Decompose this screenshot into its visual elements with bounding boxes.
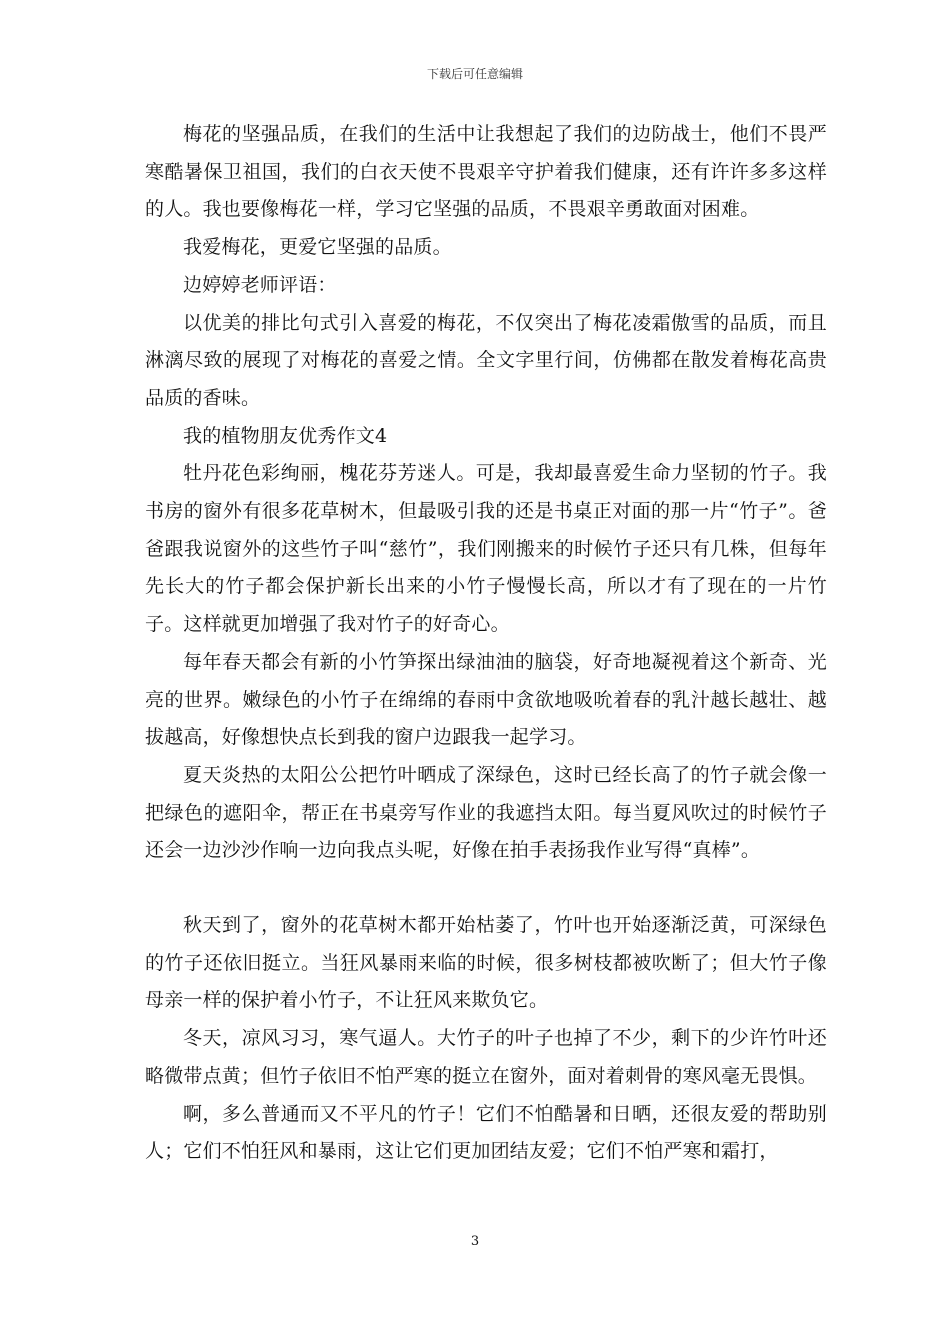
paragraph-summer: 夏天炎热的太阳公公把竹叶晒成了深绿色，这时已经长高了的竹子就会像一把绿色的遮阳伞，帮正在书桌旁写作业的我遮挡太阳。每当夏风吹过的时候竹子还会一边沙沙作响一边向我点头呢，好像在拍手表扬我作业写得“真棒”。 bbox=[145, 763, 827, 862]
paragraph-teacher-comment: 以优美的排比句式引入喜爱的梅花，不仅突出了梅花凌霜傲雪的品质，而且淋漓尽致的展现了对梅花的喜爱之情。全文字里行间，仿佛都在散发着梅花高贵品质的香味。 bbox=[145, 311, 827, 409]
paragraph-plum-blossom-quality: 梅花的坚强品质，在我们的生活中让我想起了我们的边防战士，他们不畏严寒酷暑保卫祖国，我们的白衣天使不畏艰辛守护着我们健康，还有许许多多这样的人。我也要像梅花一样，学习它坚强的品质，不畏艰辛勇敢面对困难。 bbox=[145, 123, 827, 221]
page-header-note: 下载后可任意编辑 bbox=[426, 67, 523, 81]
document-body bbox=[145, 116, 827, 1171]
paragraph-autumn: 秋天到了，窗外的花草树木都开始枯萎了，竹叶也开始逐渐泛黄，可深绿色的竹子还依旧挺立。当狂风暴雨来临的时候，很多树枝都被吹断了；但大竹子像母亲一样的保护着小竹子，不让狂风来欺负它。 bbox=[145, 914, 827, 1012]
paragraph-bamboo-intro: 牡丹花色彩绚丽，槐花芬芳迷人。可是，我却最喜爱生命力坚韧的竹子。我书房的窗外有很多花草树木，但最吸引我的还是书桌正对面的那一片“竹子”。爸爸跟我说窗外的这些竹子叫“慈竹”，我们刚搬来的时候竹子还只有几株，但每年先长大的竹子都会保护新长出来的小竹子慢慢长高，所以才有了现在的一片竹子。这样就更加增强了我对竹子的好奇心。 bbox=[145, 462, 827, 636]
paragraph-teacher-comment-label: 边婷婷老师评语： bbox=[183, 273, 337, 296]
paragraph-spring: 每年春天都会有新的小竹笋探出绿油油的脑袋，好奇地凝视着这个新奇、光亮的世界。嫩绿色的小竹子在绵绵的春雨中贪欲地吸吮着春的乳汁越长越壮、越拔越高，好像想快点长到我的窗户边跟我一起学习。 bbox=[145, 650, 827, 749]
paragraph-love-plum: 我爱梅花，更爱它坚强的品质。 bbox=[183, 236, 452, 259]
essay-title: 我的植物朋友优秀作文4 bbox=[183, 424, 388, 447]
paragraph-conclusion: 啊，多么普通而又不平凡的竹子！它们不怕酷暑和日晒，还很友爱的帮助别人；它们不怕狂风和暴雨，这让它们更加团结友爱；它们不怕严寒和霜打， bbox=[145, 1102, 827, 1163]
paragraph-winter: 冬天，凉风习习，寒气逼人。大竹子的叶子也掉了不少，剩下的少许竹叶还略微带点黄；但竹子依旧不怕严寒的挺立在窗外，面对着刺骨的寒风毫无畏惧。 bbox=[145, 1027, 827, 1087]
page-number: 3 bbox=[470, 1234, 480, 1249]
